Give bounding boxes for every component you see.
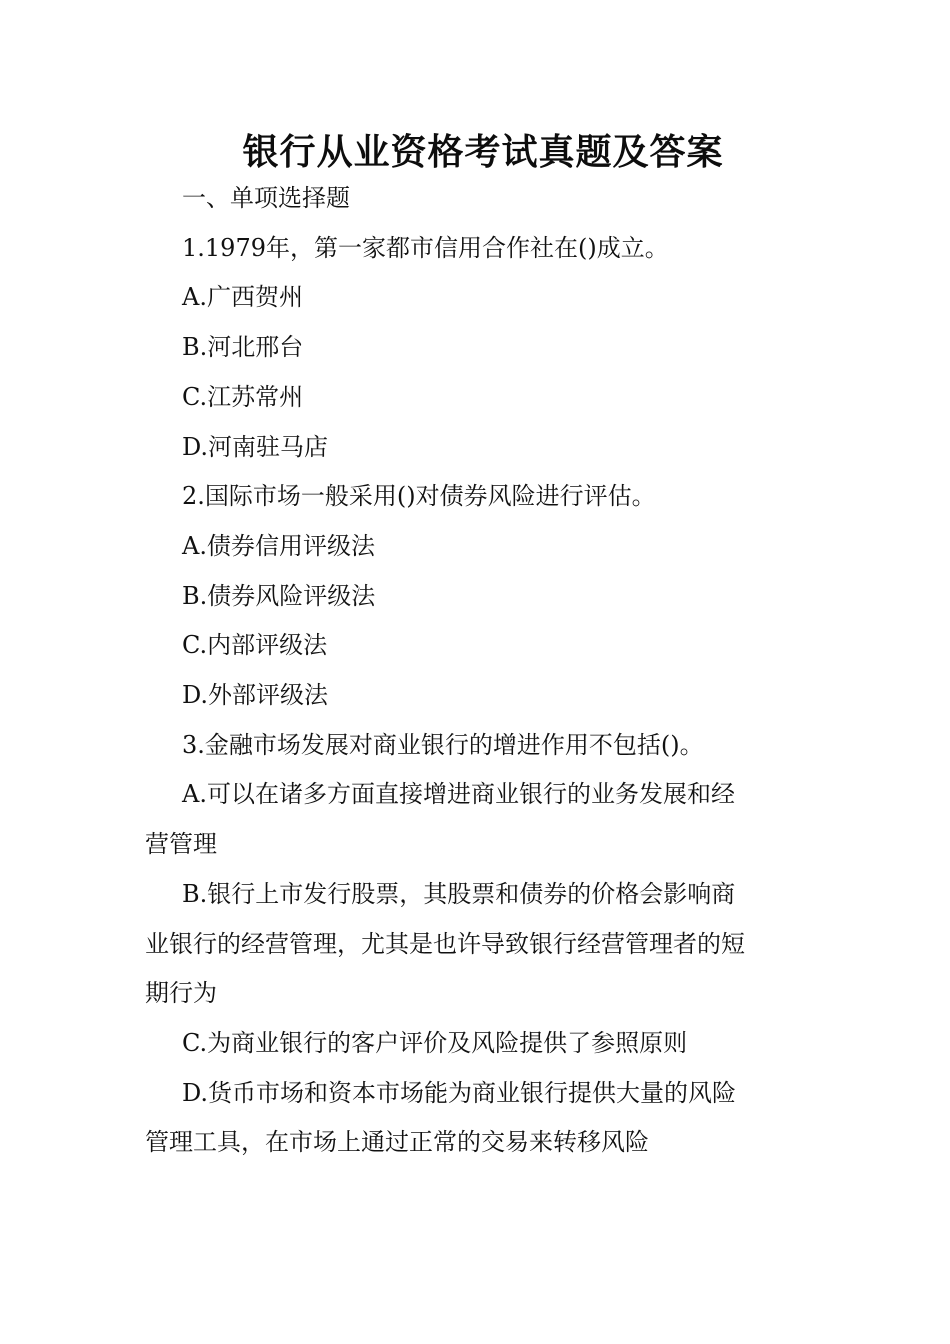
question-3-option-a — [145, 770, 785, 869]
question-1-option-c: C.江苏常州 — [182, 382, 304, 411]
option-line: 业银行的经营管理，尤其是也许导致银行经营管理者的短 — [145, 929, 745, 958]
question-3-option-d — [145, 1069, 785, 1168]
section-heading: 一、单项选择题 — [182, 184, 350, 212]
option-line: 管理工具，在市场上通过正常的交易来转移风险 — [145, 1128, 649, 1157]
question-2-option-b: B.债券风险评级法 — [182, 581, 376, 610]
question-2-option-c: C.内部评级法 — [182, 631, 328, 660]
question-2-option-d: D.外部评级法 — [182, 681, 329, 710]
question-1-option-b: B.河北邢台 — [182, 333, 304, 362]
option-line: 期行为 — [145, 979, 217, 1008]
option-line: 营管理 — [145, 830, 217, 859]
option-line: C.为商业银行的客户评价及风险提供了参照原则 — [182, 1028, 688, 1057]
option-line: B.银行上市发行股票，其股票和债券的价格会影响商 — [182, 879, 736, 908]
document-body — [145, 174, 785, 1168]
page-title: 银行从业资格考试真题及答案 — [242, 132, 724, 173]
question-1-option-a: A.广西贺州 — [182, 283, 303, 312]
option-line: A.可以在诸多方面直接增进商业银行的业务发展和经 — [182, 780, 735, 809]
question-3-option-b — [145, 870, 785, 1019]
option-line: D.货币市场和资本市场能为商业银行提供大量的风险 — [182, 1078, 737, 1107]
question-1-stem: 1.1979年，第一家都市信用合作社在()成立。 — [182, 233, 669, 262]
question-2-stem: 2.国际市场一般采用()对债券风险进行评估。 — [182, 482, 656, 511]
question-3-stem: 3.金融市场发展对商业银行的增进作用不包括()。 — [182, 730, 704, 759]
question-3-option-c — [145, 1019, 785, 1069]
question-2-option-a: A.债券信用评级法 — [182, 531, 375, 560]
question-1-option-d: D.河南驻马店 — [182, 432, 329, 461]
